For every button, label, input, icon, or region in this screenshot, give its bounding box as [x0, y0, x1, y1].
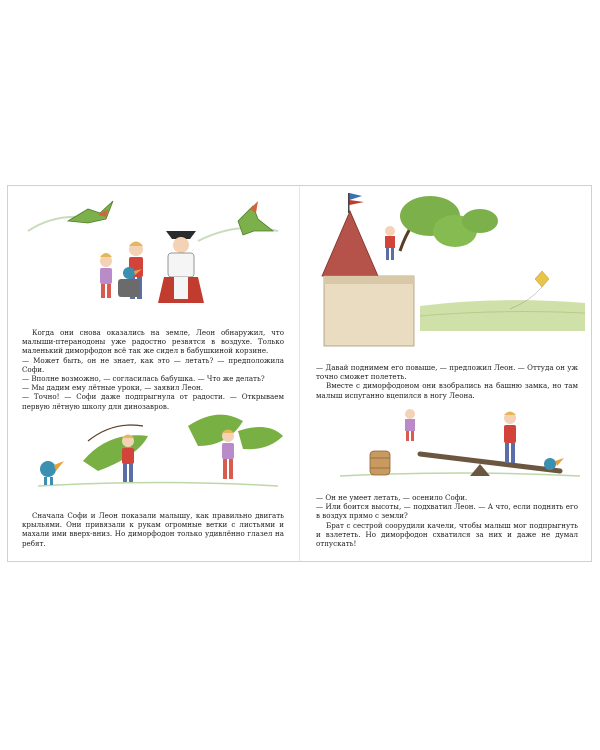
left-paragraph-4: — Мы дадим ему лётные уроки, — заявил Леон. — [22, 383, 204, 393]
blue-dimorphodon — [40, 461, 64, 485]
left-text-block-2 — [22, 511, 284, 548]
tree — [400, 196, 498, 251]
boy-standing — [504, 412, 516, 464]
right-page — [300, 186, 592, 561]
illustration-castle-tower — [330, 191, 585, 351]
right-paragraph-3: — Он не умеет летать, — осенило Софи. — [316, 493, 468, 502]
basket-with-dimorphodon — [118, 267, 142, 297]
boy-with-branch — [122, 435, 134, 483]
left-paragraph-3: — Вполне возможно, — согласилась бабушка. — Что же делать? — [22, 374, 265, 384]
girl-sophie — [100, 253, 112, 298]
left-paragraph-6: Сначала Софи и Леон показали малышу, как правильно двигать крыльями. Они привязали к рукам огромные ветки с листьями и махали ими вверх-вниз. Но диморфодон только удивлённо глазел на ребят. — [22, 511, 284, 548]
tower-roof — [322, 211, 378, 276]
girl-jumping — [405, 409, 415, 441]
boy-on-tower — [385, 226, 395, 260]
right-text-block-1 — [316, 363, 578, 400]
leafy-branch-left — [83, 425, 148, 471]
right-paragraph-1: — Давай поднимем его повыше, — предложил Леон. — Оттуда он уж точно сможет полететь. — [316, 363, 578, 382]
illustration-grandma-and-children — [18, 191, 288, 321]
right-paragraph-2: Вместе с диморфодоном они взобрались на башню замка, но там малыш испуганно вцепился в ногу Леона. — [316, 381, 578, 400]
tower-wall — [324, 276, 414, 346]
left-text-block-1 — [22, 328, 284, 411]
book-spread — [7, 185, 592, 562]
right-paragraph-5: Брат с сестрой соорудили качели, чтобы малыш мог подпрыгнуть и взлететь. Но диморфодон схватился за них и даже не думал отпускать! — [316, 520, 578, 549]
pterosaur-left — [68, 201, 113, 223]
left-paragraph-1: Когда они снова оказались на земле, Леон обнаружил, что малыши-птеранодоны уже радостно резвятся в воздухе. Только маленький диморфодон всё так же сидел в бабушкиной корзине. — [22, 328, 284, 356]
illustration-children-with-branches — [28, 401, 288, 501]
left-paragraph-5: — Точно! — Софи даже подпрыгнула от радости. — Открываем первую лётную школу для динозавров. — [22, 392, 284, 411]
grandma — [158, 231, 204, 303]
left-page — [8, 186, 300, 561]
leafy-branch-right — [188, 415, 283, 450]
left-paragraph-2: — Может быть, он не знает, как это — летать? — предположила Софи. — [22, 355, 284, 374]
right-text-block-2 — [316, 493, 578, 548]
pterosaur-right — [238, 201, 273, 235]
seesaw-plank — [420, 454, 560, 471]
flag — [348, 193, 364, 213]
dimorphodon-on-seesaw — [544, 458, 564, 470]
illustration-seesaw — [340, 406, 580, 486]
right-paragraph-4: — Или боится высоты, — подхватил Леон. — А что, если поднять его в воздух прямо с земли? — [316, 502, 578, 521]
girl-with-branch — [222, 430, 234, 480]
barrel — [370, 451, 390, 475]
